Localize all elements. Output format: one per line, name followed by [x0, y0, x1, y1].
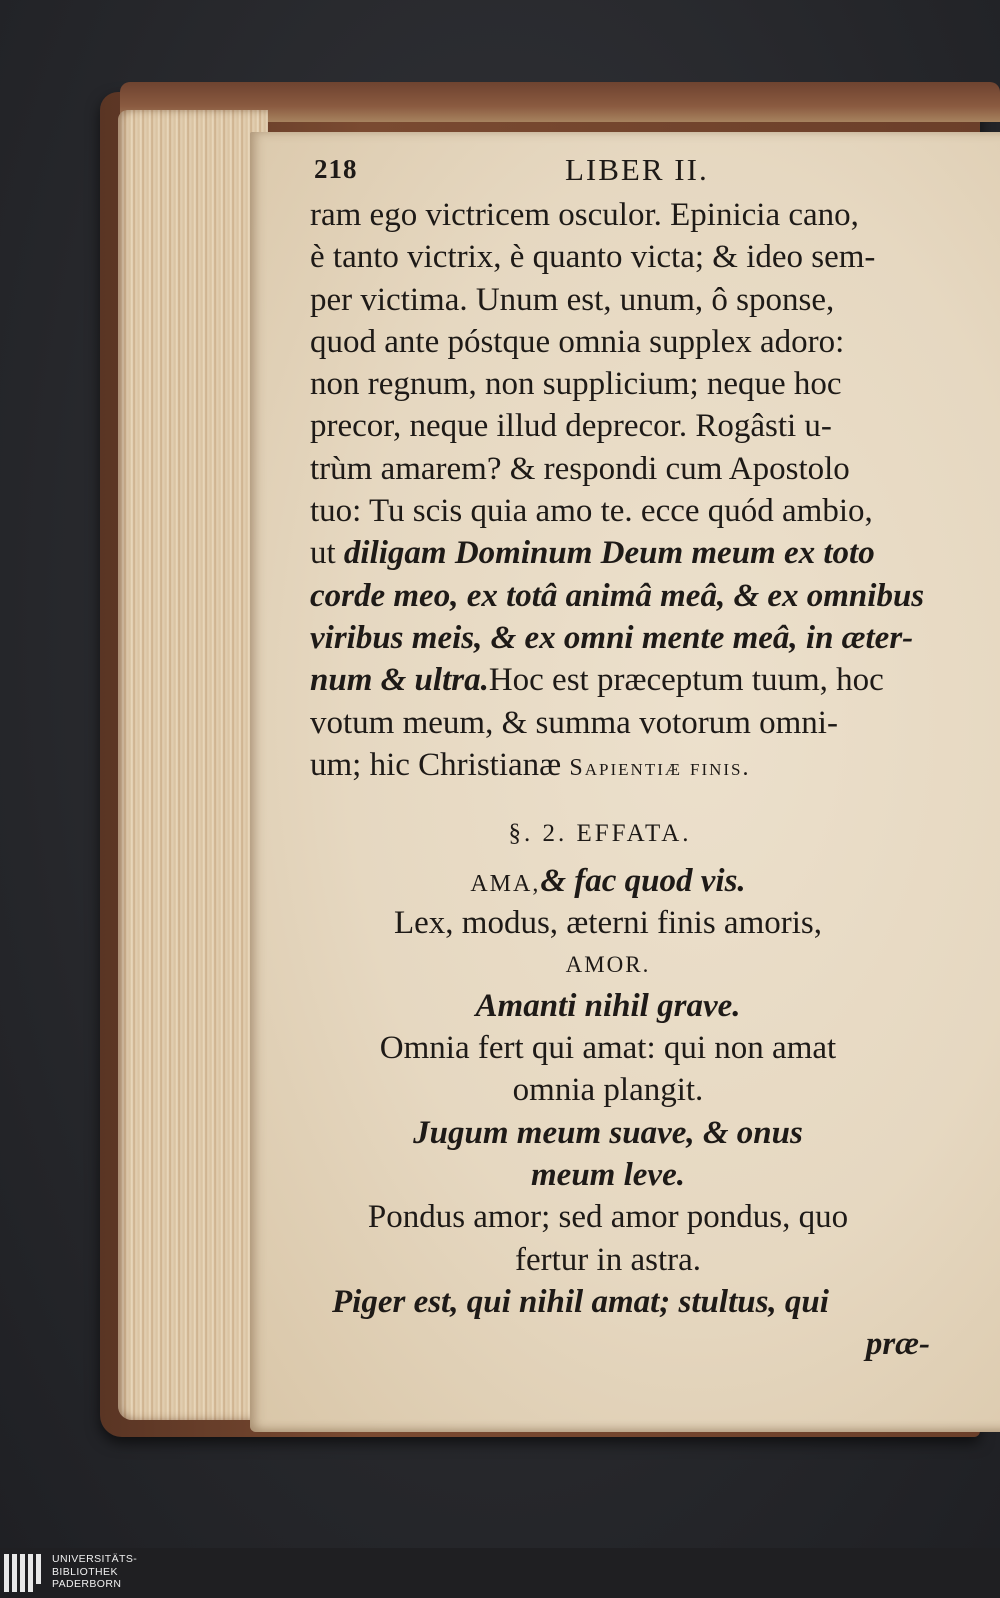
- text-roman: um; hic Christianæ: [310, 746, 570, 783]
- effata-line: omnia plangit.: [512, 1072, 704, 1109]
- library-name: [52, 1553, 137, 1591]
- text-italic: num & ultra.: [310, 662, 489, 699]
- section-heading: §. 2. EFFATA.: [508, 820, 692, 848]
- text-line: [310, 744, 950, 786]
- effata-line: meum leve.: [531, 1156, 685, 1193]
- text-roman: ut: [310, 535, 344, 572]
- catchword: præ-: [865, 1326, 930, 1363]
- effata-line: Piger est, qui nihil amat; stultus, qui: [332, 1283, 829, 1320]
- library-logo-icon: [4, 1554, 44, 1592]
- library-footer: [0, 1548, 1000, 1598]
- text-line: trùm amarem? & respondi cum Apostolo: [310, 450, 850, 487]
- effata-line: Pondus amor; sed amor pondus, quo: [367, 1199, 849, 1236]
- page-text: [310, 150, 950, 1365]
- effata-line: Amanti nihil grave.: [475, 987, 741, 1024]
- effata-line: AMOR.: [565, 951, 651, 977]
- text-line-italic: corde meo, ex totâ animâ meâ, & ex omnibus: [310, 577, 925, 614]
- running-head: [310, 150, 950, 194]
- library-name-line: PADERBORN: [52, 1578, 122, 1590]
- text-line: tuo: Tu scis quia amo te. ecce quód ambio,: [310, 493, 873, 530]
- library-name-line: BIBLIOTHEK: [52, 1565, 118, 1578]
- text-italic: & fac quod vis.: [540, 863, 746, 900]
- text-roman: Hoc est præceptum tuum, hoc: [488, 662, 884, 699]
- text-line-italic: viribus meis, & ex omni mente meâ, in æter-: [310, 619, 914, 656]
- text-smallcaps: AMA,: [470, 871, 541, 898]
- text-italic: diligam Dominum Deum meum ex toto: [343, 535, 875, 572]
- text-line: per victima. Unum est, unum, ô sponse,: [310, 281, 835, 318]
- page-number: 218: [314, 154, 358, 184]
- text-smallcaps: Sapientiæ finis.: [569, 754, 751, 781]
- running-title: LIBER II.: [565, 152, 709, 187]
- text-line: [310, 659, 950, 701]
- effata-line: Jugum meum suave, & onus: [413, 1114, 803, 1151]
- page-stack-edges: [118, 110, 268, 1420]
- library-name-line: UNIVERSITÄTS-: [52, 1553, 138, 1565]
- text-line: precor, neque illud deprecor. Rogâsti u-: [310, 408, 832, 445]
- text-line: è tanto victrix, è quanto victa; & ideo sem-: [310, 239, 876, 276]
- text-line: quod ante póstque omnia supplex adoro:: [310, 323, 845, 360]
- effata-line: Omnia fert qui amat: qui non amat: [379, 1030, 837, 1067]
- effata-line: [310, 860, 950, 902]
- text-line: [310, 532, 950, 574]
- effata-line: fertur in astra.: [515, 1241, 701, 1278]
- text-line: ram ego victricem osculor. Epinicia cano,: [310, 197, 859, 233]
- text-line: non regnum, non supplicium; neque hoc: [310, 366, 842, 403]
- text-line: votum meum, & summa votorum omni-: [310, 704, 838, 741]
- effata-line: Lex, modus, æterni finis amoris,: [393, 905, 823, 942]
